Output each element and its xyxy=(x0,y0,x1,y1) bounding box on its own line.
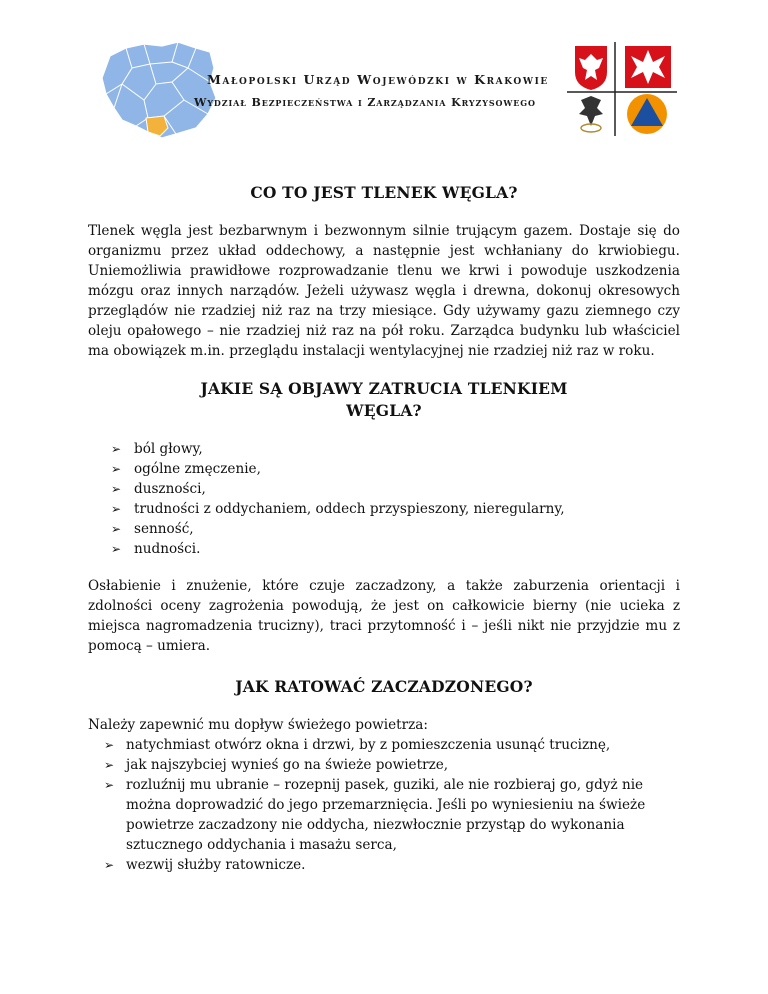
list-item: ➢ ogólne zmęczenie, xyxy=(111,461,261,477)
section-paragraph: Tlenek węgla jest bezbarwnym i bezwonnym silnie trującym gazem. Dostaje się do organizmu przez układ oddechowy, a następnie jest wchłaniany do krwiobiegu. Uniemożliwia prawidłowe rozprowadzanie tlenu we krwi i powoduje uszkodzenia mózgu oraz innych narządów. Jeżeli używasz węgla i drewna, dokonuj okresowych przeglądów nie rzadziej niż raz na trzy miesiące. Gdy używamy gazu ziemnego czy oleju opałowego – nie rzadziej niż raz na pół roku. Zarządca budynku lub właściciel ma obowiązek m.in. przeglądu instalacji wentylacyjnej nie rzadziej niż raz w roku. xyxy=(88,223,680,359)
list-item: ➢ senność, xyxy=(111,521,194,537)
rescue-steps-list xyxy=(88,735,680,875)
office-title: Małopolski Urząd Wojewódzki w Krakowie xyxy=(207,72,549,87)
section-title-line: WĘGLA? xyxy=(346,401,422,420)
polish-eagle-emblem-icon xyxy=(575,46,607,90)
civil-defense-triangle-icon xyxy=(627,94,667,134)
document-header xyxy=(0,0,768,140)
bullet-arrow-icon: ➢ xyxy=(104,778,115,792)
list-item: ➢ ból głowy, xyxy=(111,441,203,457)
emblems-block xyxy=(567,42,677,136)
list-item: ➢ trudności z oddychaniem, oddech przyspieszony, nieregularny, xyxy=(111,501,565,517)
bullet-arrow-icon: ➢ xyxy=(111,442,122,456)
list-item: ➢ rozluźnij mu ubranie – rozepnij pasek, guziki, ale nie rozbieraj go, gdyż nie można doprowadzić do jego przemarznięcia. Jeśli po wyniesieniu na świeże powietrze zaczadzony nie oddycha, niezwłocznie przystąp do wykonania sztucznego oddychania i masażu serca, xyxy=(104,777,646,853)
section-title-line: JAKIE SĄ OBJAWY ZATRUCIA TLENKIEM xyxy=(200,379,568,398)
bullet-arrow-icon: ➢ xyxy=(104,758,115,772)
section-title: CO TO JEST TLENEK WĘGLA? xyxy=(250,183,518,202)
section-title xyxy=(88,378,680,422)
symptoms-list xyxy=(88,439,680,559)
maltese-cross-icon xyxy=(625,46,671,88)
bullet-arrow-icon: ➢ xyxy=(111,542,122,556)
section-paragraph: Osłabienie i znużenie, które czuje zaczadzony, a także zaburzenia orientacji i zdolności oceny zagrożenia powodują, że jest on całkowicie bierny (nie ucieka z miejsca nagromadzenia trucizny), traci przytomność i – jeśli nikt nie przyjdzie mu z pomocą – umiera. xyxy=(88,578,680,654)
list-item: ➢ jak najszybciej wynieś go na świeże powietrze, xyxy=(104,757,449,773)
bullet-arrow-icon: ➢ xyxy=(111,502,122,516)
document-body xyxy=(88,180,680,875)
poland-map-icon xyxy=(92,38,220,142)
list-item: ➢ nudności. xyxy=(111,541,201,557)
list-item: ➢ natychmiast otwórz okna i drzwi, by z pomieszczenia usunąć truciznę, xyxy=(104,737,611,753)
eagle-crest-icon xyxy=(579,96,603,132)
list-item: ➢ wezwij służby ratownicze. xyxy=(104,857,306,873)
bullet-arrow-icon: ➢ xyxy=(104,738,115,752)
section-intro: Należy zapewnić mu dopływ świeżego powietrza: xyxy=(88,717,428,733)
list-item: ➢ duszności, xyxy=(111,481,206,497)
section-title: JAK RATOWAĆ ZACZADZONEGO? xyxy=(235,677,533,696)
bullet-arrow-icon: ➢ xyxy=(104,858,115,872)
bullet-arrow-icon: ➢ xyxy=(111,462,122,476)
department-title: Wydział Bezpieczeństwa i Zarządzania Kryzysowego xyxy=(194,96,536,109)
bullet-arrow-icon: ➢ xyxy=(111,482,122,496)
bullet-arrow-icon: ➢ xyxy=(111,522,122,536)
